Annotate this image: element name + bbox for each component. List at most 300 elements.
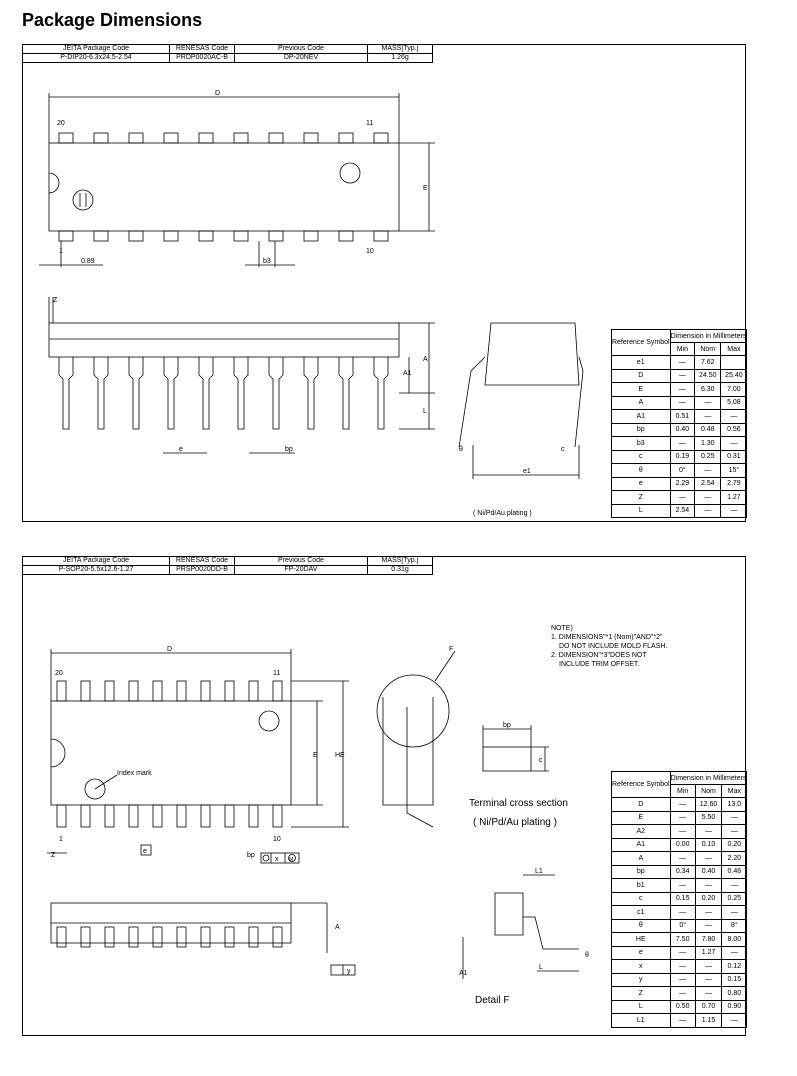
sop-side-pin xyxy=(57,927,66,947)
max-cell: 0.46 xyxy=(722,865,747,879)
max-cell: 0.31 xyxy=(721,450,747,464)
min-cell: — xyxy=(670,946,695,960)
label-Z: Z xyxy=(53,297,58,304)
label-A1: A1 xyxy=(459,970,468,977)
dimension-row xyxy=(612,491,747,505)
label-e1: e1 xyxy=(523,468,531,475)
dimension-row xyxy=(612,410,747,424)
max-cell: — xyxy=(721,504,747,518)
end-lead-right xyxy=(575,357,583,447)
max-cell: — xyxy=(721,437,747,451)
dip-bottom-pin xyxy=(59,231,73,241)
max-cell: 7.00 xyxy=(721,383,747,397)
nom-cell: 1.30 xyxy=(695,437,721,451)
symbol-cell: e xyxy=(612,946,671,960)
min-cell: — xyxy=(670,356,695,370)
min-cell: — xyxy=(670,852,695,866)
min-cell: — xyxy=(670,973,695,987)
dimension-row xyxy=(612,933,747,947)
symbol-cell: A2 xyxy=(612,825,671,839)
sop-bottom-pin xyxy=(105,805,114,827)
sop-side-pin xyxy=(177,927,186,947)
sop-top-pin xyxy=(201,681,210,701)
max-cell: 0.20 xyxy=(722,838,747,852)
label-pin1: 1 xyxy=(59,248,63,255)
sop-top-pin xyxy=(153,681,162,701)
label-plating: ( Ni/Pd/Au plating ) xyxy=(473,510,532,517)
dimension-header: Dimension in Millimeters xyxy=(670,330,747,343)
min-cell: — xyxy=(670,437,695,451)
symbol-cell: c xyxy=(612,892,671,906)
dip-side-pin xyxy=(129,357,143,429)
symbol-cell: c1 xyxy=(612,906,671,920)
symbol-cell: A1 xyxy=(612,410,671,424)
min-cell: 0.19 xyxy=(670,450,695,464)
dimension-row xyxy=(612,987,747,1001)
end-lead-left xyxy=(459,357,485,447)
label-L: L xyxy=(423,408,427,415)
label-pin10: 10 xyxy=(366,248,374,255)
label-detail: Detail F xyxy=(475,995,510,1006)
symbol-cell: D xyxy=(612,798,671,812)
symbol-cell: L xyxy=(612,504,671,518)
symbol-cell: A xyxy=(612,852,671,866)
notch xyxy=(51,739,65,767)
renesas-code: PRSP0020DD-B xyxy=(170,566,235,575)
dip20-package-panel xyxy=(22,44,746,522)
dip-bottom-pin xyxy=(269,231,283,241)
nom-cell: — xyxy=(695,504,721,518)
nom-cell: — xyxy=(695,396,721,410)
label-E: E xyxy=(423,185,428,192)
sop-top-pin xyxy=(177,681,186,701)
nom-cell: 0.40 xyxy=(695,865,722,879)
max-cell xyxy=(721,356,747,370)
col-nom: Nom xyxy=(695,343,721,356)
previous-header: Previous Code xyxy=(235,45,368,54)
nom-cell: 0.25 xyxy=(695,450,721,464)
sop-side-pin xyxy=(201,927,210,947)
label-e: e xyxy=(143,848,147,855)
min-cell: 0° xyxy=(670,464,695,478)
symbol-cell: A xyxy=(612,396,671,410)
dimension-row xyxy=(612,1000,747,1014)
pin1-mark xyxy=(73,190,93,210)
nom-cell: — xyxy=(695,919,722,933)
symbol-cell: y xyxy=(612,973,671,987)
dip-side-pin xyxy=(374,357,388,429)
col-nom: Nom xyxy=(695,785,722,798)
min-cell: 0.00 xyxy=(670,838,695,852)
sop-top-pin xyxy=(105,681,114,701)
terminal-section xyxy=(483,747,531,771)
dimension-row xyxy=(612,798,747,812)
label-pin11: 11 xyxy=(366,120,374,127)
sop-side-pin xyxy=(273,927,282,947)
dimension-row xyxy=(612,906,747,920)
col-min: Min xyxy=(670,343,695,356)
nom-cell: 7.80 xyxy=(695,933,722,947)
dip-bottom-pin xyxy=(94,231,108,241)
dip-bottom-pin xyxy=(374,231,388,241)
max-cell: — xyxy=(722,825,747,839)
dimension-row xyxy=(612,919,747,933)
dip-bottom-pin xyxy=(199,231,213,241)
sop-side-pin xyxy=(225,927,234,947)
sop-top-pin xyxy=(249,681,258,701)
min-cell: — xyxy=(670,960,695,974)
dimension-row xyxy=(612,464,747,478)
sop-dimension-table xyxy=(611,771,747,1028)
nom-cell: — xyxy=(695,973,722,987)
dip-bottom-pin xyxy=(304,231,318,241)
symbol-cell: L1 xyxy=(612,1014,671,1028)
sop20-package-panel xyxy=(22,556,746,1036)
label-index: Index mark xyxy=(117,770,152,777)
nom-cell: — xyxy=(695,825,722,839)
label-bp: bp xyxy=(285,446,293,453)
sop-bottom-pin xyxy=(225,805,234,827)
notch xyxy=(49,173,59,193)
symbol-cell: bp xyxy=(612,865,671,879)
symbol-cell: e1 xyxy=(612,356,671,370)
symbol-cell: HE xyxy=(612,933,671,947)
dip-dimension-table xyxy=(611,329,747,518)
nom-cell: 1.15 xyxy=(695,1014,722,1028)
sop-bottom-pin xyxy=(201,805,210,827)
nom-cell: 0.20 xyxy=(695,892,722,906)
max-cell: 5.08 xyxy=(721,396,747,410)
label-F: F xyxy=(449,646,454,653)
sop-top-body xyxy=(51,701,291,805)
previous-code: DP-20NEV xyxy=(235,54,368,63)
previous-header: Previous Code xyxy=(235,557,368,566)
dimension-row xyxy=(612,1014,747,1028)
min-cell: — xyxy=(670,369,695,383)
jeita-header: JEITA Package Code xyxy=(23,45,170,54)
jeita-code: P-SOP20-5.5x12.6-1.27 xyxy=(23,566,170,575)
max-cell: 13.0 xyxy=(722,798,747,812)
label-c: c xyxy=(561,446,565,453)
renesas-header: RENESAS Code xyxy=(170,45,235,54)
nom-cell: 24.50 xyxy=(695,369,721,383)
min-cell: — xyxy=(670,906,695,920)
previous-code: FP-20DAV xyxy=(235,566,368,575)
dimension-row xyxy=(612,960,747,974)
symbol-cell: L xyxy=(612,1000,671,1014)
dimension-row xyxy=(612,477,747,491)
detail-f-body xyxy=(495,893,523,935)
symbol-cell: A1 xyxy=(612,838,671,852)
dimension-row xyxy=(612,450,747,464)
label-L1: L1 xyxy=(535,868,543,875)
nom-cell: — xyxy=(695,960,722,974)
symbol-cell: c xyxy=(612,450,671,464)
dimension-row xyxy=(612,504,747,518)
max-cell: — xyxy=(722,811,747,825)
dimension-row xyxy=(612,423,747,437)
sop-bottom-pin xyxy=(153,805,162,827)
min-cell: 0.50 xyxy=(670,1000,695,1014)
dimension-row xyxy=(612,437,747,451)
label-A: A xyxy=(335,924,340,931)
max-cell: 2.79 xyxy=(721,477,747,491)
label-theta: θ xyxy=(459,446,463,453)
sop-top-pin xyxy=(225,681,234,701)
min-cell: 0.15 xyxy=(670,892,695,906)
label-M: M xyxy=(289,857,294,863)
col-max: Max xyxy=(721,343,747,356)
note-0: NOTE) xyxy=(551,625,573,632)
sop-side-pin xyxy=(249,927,258,947)
dimension-row xyxy=(612,369,747,383)
mold-mark xyxy=(340,163,360,183)
min-cell: 0° xyxy=(670,919,695,933)
sop-side-pin xyxy=(129,927,138,947)
mass-value: 1.26g xyxy=(368,54,433,63)
label-section: Terminal cross section xyxy=(469,798,568,809)
dimension-row xyxy=(612,879,747,893)
sop-bottom-pin xyxy=(81,805,90,827)
min-cell: — xyxy=(670,825,695,839)
label-b3: b3 xyxy=(263,258,271,265)
nom-cell: 0.10 xyxy=(695,838,722,852)
mold-mark xyxy=(259,711,279,731)
dip-side-pin xyxy=(59,357,73,429)
max-cell: — xyxy=(722,879,747,893)
label-HE: HE xyxy=(335,752,345,759)
max-cell: 25.40 xyxy=(721,369,747,383)
dip-side-pin xyxy=(339,357,353,429)
sop-bottom-pin xyxy=(177,805,186,827)
symbol-cell: D xyxy=(612,369,671,383)
note-4: INCLUDE TRIM OFFSET. xyxy=(559,661,640,668)
ref-symbol-header: Reference Symbol xyxy=(612,772,671,798)
dip-top-pin xyxy=(94,133,108,143)
max-cell: 2.20 xyxy=(722,852,747,866)
nom-cell: — xyxy=(695,852,722,866)
nom-cell: — xyxy=(695,879,722,893)
col-max: Max xyxy=(722,785,747,798)
label-bp2: bp xyxy=(503,722,511,729)
dimension-row xyxy=(612,356,747,370)
label-x: x xyxy=(275,856,279,863)
symbol-cell: x xyxy=(612,960,671,974)
min-cell: — xyxy=(670,987,695,1001)
nom-cell: 7.62 xyxy=(695,356,721,370)
dip-top-pin xyxy=(339,133,353,143)
nom-cell: 12.60 xyxy=(695,798,722,812)
min-cell: 0.34 xyxy=(670,865,695,879)
sop-bottom-pin xyxy=(273,805,282,827)
jeita-code: P-DIP20-6.3x24.5-2.54 xyxy=(23,54,170,63)
sop-top-pin xyxy=(81,681,90,701)
min-cell: 0.40 xyxy=(670,423,695,437)
min-cell: — xyxy=(670,879,695,893)
sop-side-pin xyxy=(105,927,114,947)
sop-top-pin xyxy=(129,681,138,701)
label-A1: A1 xyxy=(403,370,412,377)
symbol-cell: θ xyxy=(612,919,671,933)
nom-cell: 1.27 xyxy=(695,946,722,960)
sop-bottom-pin xyxy=(129,805,138,827)
dip-top-pin xyxy=(304,133,318,143)
dip-top-pin xyxy=(129,133,143,143)
label-D: D xyxy=(215,90,221,97)
dimension-row xyxy=(612,865,747,879)
dimension-row xyxy=(612,396,747,410)
nom-cell: 6.30 xyxy=(695,383,721,397)
min-cell: — xyxy=(670,811,695,825)
sop-side-pin xyxy=(81,927,90,947)
note-2: DO NOT INCLUDE MOLD FLASH. xyxy=(559,643,668,650)
dimension-row xyxy=(612,811,747,825)
label-089: 0.89 xyxy=(81,258,95,265)
renesas-header: RENESAS Code xyxy=(170,557,235,566)
max-cell: — xyxy=(721,410,747,424)
max-cell: 0.25 xyxy=(722,892,747,906)
dip-top-pin xyxy=(269,133,283,143)
dimension-row xyxy=(612,825,747,839)
min-cell: 2.54 xyxy=(670,504,695,518)
min-cell: — xyxy=(670,491,695,505)
max-cell: 8.00 xyxy=(722,933,747,947)
ref-symbol-header: Reference Symbol xyxy=(612,330,671,356)
note-1: 1. DIMENSIONS"*1 (Nom)"AND"*2" xyxy=(551,634,663,641)
max-cell: — xyxy=(722,1014,747,1028)
max-cell: 15° xyxy=(721,464,747,478)
dip-side-pin xyxy=(164,357,178,429)
dip-top-pin xyxy=(59,133,73,143)
label-pin20: 20 xyxy=(57,120,65,127)
symbol-cell: E xyxy=(612,383,671,397)
dip-top-pin xyxy=(199,133,213,143)
label-theta: θ xyxy=(585,952,589,959)
dimension-header: Dimension in Millimeters xyxy=(670,772,747,785)
dip-top-pins xyxy=(59,133,388,241)
mass-header: MASS[Typ.] xyxy=(368,557,433,566)
sop-top-pin xyxy=(57,681,66,701)
min-cell: — xyxy=(670,383,695,397)
min-cell: — xyxy=(670,396,695,410)
sop-bottom-pin xyxy=(249,805,258,827)
mass-header: MASS[Typ.] xyxy=(368,45,433,54)
dimension-row xyxy=(612,973,747,987)
dip-side-pin xyxy=(94,357,108,429)
label-e: e xyxy=(179,446,183,453)
dimension-row xyxy=(612,383,747,397)
symbol-cell: E xyxy=(612,811,671,825)
dip-side-pins xyxy=(59,357,388,429)
label-pin10: 10 xyxy=(273,836,281,843)
min-cell: 2.29 xyxy=(670,477,695,491)
dip-bottom-pin xyxy=(129,231,143,241)
max-cell: — xyxy=(722,906,747,920)
symbol-cell: θ xyxy=(612,464,671,478)
max-cell: 0.80 xyxy=(722,987,747,1001)
detail-f-lead xyxy=(523,917,579,949)
dip-bottom-pin xyxy=(164,231,178,241)
renesas-code: PRDP0020AC-B xyxy=(170,54,235,63)
max-cell: 0.15 xyxy=(722,973,747,987)
dip-side-pin xyxy=(234,357,248,429)
dip-side-pin xyxy=(199,357,213,429)
jeita-header: JEITA Package Code xyxy=(23,557,170,566)
label-Z: Z xyxy=(51,852,56,859)
label-L: L xyxy=(539,964,543,971)
dip-top-pin xyxy=(234,133,248,143)
dimension-row xyxy=(612,838,747,852)
page-title: Package Dimensions xyxy=(22,10,203,30)
label-pin11: 11 xyxy=(273,670,281,677)
nom-cell: 0.48 xyxy=(695,423,721,437)
sop-top-pin xyxy=(273,681,282,701)
max-cell: 8° xyxy=(722,919,747,933)
nom-cell: — xyxy=(695,464,721,478)
nom-cell: — xyxy=(695,410,721,424)
mass-value: 0.31g xyxy=(368,566,433,575)
label-A: A xyxy=(423,356,428,363)
dip-end-body xyxy=(485,323,579,385)
dip-bottom-pin xyxy=(234,231,248,241)
symbol-cell: Z xyxy=(612,491,671,505)
col-min: Min xyxy=(670,785,695,798)
dimension-row xyxy=(612,892,747,906)
nom-cell: 0.70 xyxy=(695,1000,722,1014)
min-cell: — xyxy=(670,1014,695,1028)
max-cell: 1.27 xyxy=(721,491,747,505)
label-D: D xyxy=(167,646,173,653)
nom-cell: 2.54 xyxy=(695,477,721,491)
label-pin20: 20 xyxy=(55,670,63,677)
dip-side-body xyxy=(49,323,399,357)
note-3: 2. DIMENSION"*3"DOES NOT xyxy=(551,652,647,659)
symbol-cell: b1 xyxy=(612,879,671,893)
sop-bottom-pin xyxy=(57,805,66,827)
symbol-cell: Z xyxy=(612,987,671,1001)
detail-f-circle xyxy=(377,675,449,747)
label-y: y xyxy=(347,968,351,975)
nom-cell: — xyxy=(695,987,722,1001)
label-E: E xyxy=(313,752,318,759)
max-cell: — xyxy=(722,946,747,960)
symbol-cell: b3 xyxy=(612,437,671,451)
nom-cell: — xyxy=(695,491,721,505)
dip-side-pin xyxy=(304,357,318,429)
max-cell: 0.90 xyxy=(722,1000,747,1014)
label-bp: bp xyxy=(247,852,255,859)
dip-bottom-pin xyxy=(339,231,353,241)
symbol-cell: e xyxy=(612,477,671,491)
min-cell: 7.50 xyxy=(670,933,695,947)
dip-side-pin xyxy=(269,357,283,429)
max-cell: 0.56 xyxy=(721,423,747,437)
detail-body xyxy=(383,697,433,805)
dimension-row xyxy=(612,946,747,960)
label-pin1: 1 xyxy=(59,836,63,843)
detail-lead xyxy=(407,707,433,827)
nom-cell: 5.50 xyxy=(695,811,722,825)
sop-side-pin xyxy=(153,927,162,947)
label-c: c xyxy=(539,757,543,764)
symbol-cell: bp xyxy=(612,423,671,437)
min-cell: — xyxy=(670,798,695,812)
max-cell: 0.12 xyxy=(722,960,747,974)
min-cell: 0.51 xyxy=(670,410,695,424)
dip-top-pin xyxy=(374,133,388,143)
label-plating: ( Ni/Pd/Au plating ) xyxy=(473,817,557,828)
dimension-row xyxy=(612,852,747,866)
